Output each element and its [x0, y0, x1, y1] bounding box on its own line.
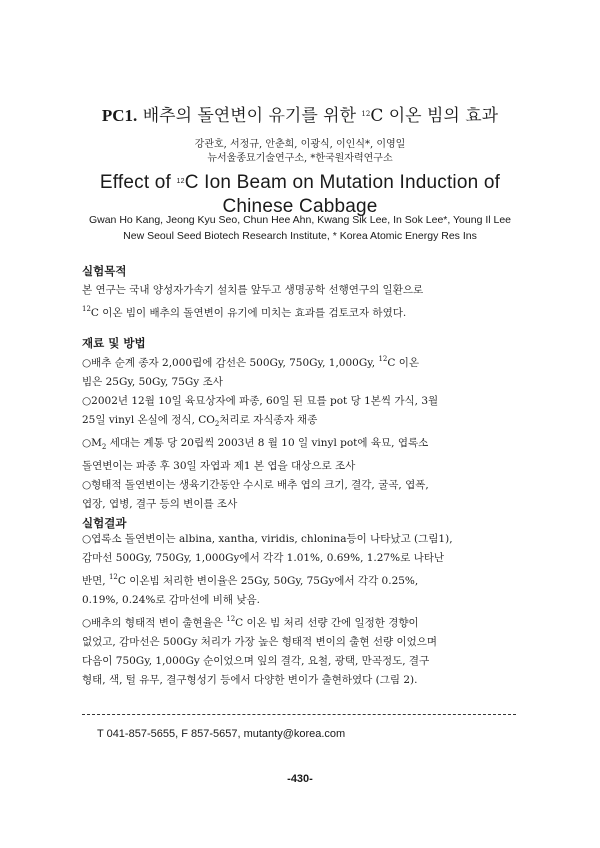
- title-part-2: C 이온 빔의 효과: [370, 106, 499, 126]
- method-3-line-1: $○M_2$ 세대는 계통 당 20립씩 2003년 8 월 10 일 vinyl pot에 육묘, 엽록소: [82, 437, 429, 452]
- results-heading: 실험결과: [82, 516, 127, 530]
- method-2-line-2: 25일 vinyl 온실에 정식, $CO_2$처리로 자식종자 채종: [82, 414, 318, 429]
- english-author-names: Gwan Ho Kang, Jeong Kyu Seo, Chun Hee Ahn, Kwang Sik Lee, In Sok Lee*, Young Il Lee: [88, 214, 512, 226]
- page-number: -430-: [287, 773, 313, 785]
- contact-info: T 041-857-5655, F 857-5657, mutanty@korea.com: [97, 728, 346, 740]
- purpose-line-1: 본 연구는 국내 양성자가속기 설치를 앞두고 생명공학 선행연구의 일환으로: [82, 284, 424, 296]
- en-title-sup: 12: [176, 178, 185, 185]
- korean-affiliations: 뉴서울종묘기술연구소, *한국원자력연구소: [207, 153, 393, 164]
- result-2-line-4: 형태, 색, 털 유무, 결구형성기 등에서 다양한 변이가 출현하였다 (그림 2).: [82, 674, 418, 686]
- abstract-code: PC1.: [101, 106, 138, 125]
- results-body: [82, 530, 512, 690]
- method-1-line-2: 빔은 25Gy, 50Gy, 75Gy 조사: [82, 376, 223, 388]
- purpose-line-2: $^{12}$C 이온 빔이 배추의 돌연변이 유기에 미치는 효과를 검토코자 하였다.: [82, 305, 407, 319]
- method-3-line-2: 돌연변이는 파종 후 30일 자엽과 제1 본 엽을 대상으로 조사: [82, 460, 356, 473]
- english-authors: [0, 212, 600, 244]
- result-2-line-2: 없었고, 감마선은 500Gy 처리가 가장 높은 형태적 변이의 출현 선량 이었으며: [82, 636, 438, 648]
- title-part-1: 배추의 돌연변이 유기를 위한: [142, 106, 362, 126]
- method-1-line-1: ○배추 순계 종자 2,000립에 감선은 500Gy, 750Gy, 1,000Gy, $^{12}$C 이온: [82, 355, 420, 369]
- method-4-line-1: ○형태적 돌연변이는 생육기간동안 수시로 배추 엽의 크기, 결각, 굴곡, 엽폭,: [82, 479, 429, 492]
- methods-heading: 재료 및 방법: [82, 336, 146, 350]
- result-1-line-3: 반면, $^{12}$C 이온빔 처리한 변이율은 25Gy, 50Gy, 75Gy에서 각각 0.25%,: [82, 573, 419, 587]
- footnote-divider: [82, 714, 516, 715]
- en-title-part-2: C Ion Beam on Mutation Induction of: [184, 172, 501, 193]
- korean-authors: [0, 138, 600, 166]
- result-2-line-3: 다음이 750Gy, 1,000Gy 순이었으며 잎의 결각, 요철, 광택, 만곡정도, 결구: [82, 655, 430, 667]
- purpose-body: [82, 281, 512, 323]
- result-1-line-4: 0.19%, 0.24%로 감마선에 비해 낮음.: [82, 594, 261, 606]
- method-2-line-1: ○2002년 12월 10일 육묘상자에 파종, 60일 된 묘를 pot 당 1본씩 가식, 3월: [82, 395, 439, 407]
- result-1-line-1: ○엽록소 돌연변이는 albina, xantha, viridis, chlonina등이 나타났고 (그림1),: [82, 533, 453, 545]
- korean-author-names: 강관호, 서정규, 안춘희, 이광식, 이인식*, 이영일: [194, 139, 406, 150]
- result-2-line-1: ○배추의 형태적 변이 출현율은 $^{12}$C 이온 빔 처리 선량 간에 일정한 경향이: [82, 615, 419, 629]
- result-1-line-2: 감마선 500Gy, 750Gy, 1,000Gy에서 각각 1.01%, 0.69%, 1.27%로 나타난: [82, 552, 445, 564]
- methods-body: [82, 350, 512, 514]
- title-isotope-sup: 12: [361, 110, 371, 118]
- purpose-heading: 실험목적: [82, 264, 127, 278]
- en-title-part-1: Effect of: [99, 172, 177, 193]
- method-4-line-2: 엽장, 엽병, 결구 등의 변이를 조사: [82, 498, 238, 511]
- english-affiliations: New Seoul Seed Biotech Research Institute, * Korea Atomic Energy Res Ins: [123, 230, 477, 242]
- korean-title: [0, 101, 600, 126]
- en-title-line-2: Chinese Cabbage: [222, 196, 378, 217]
